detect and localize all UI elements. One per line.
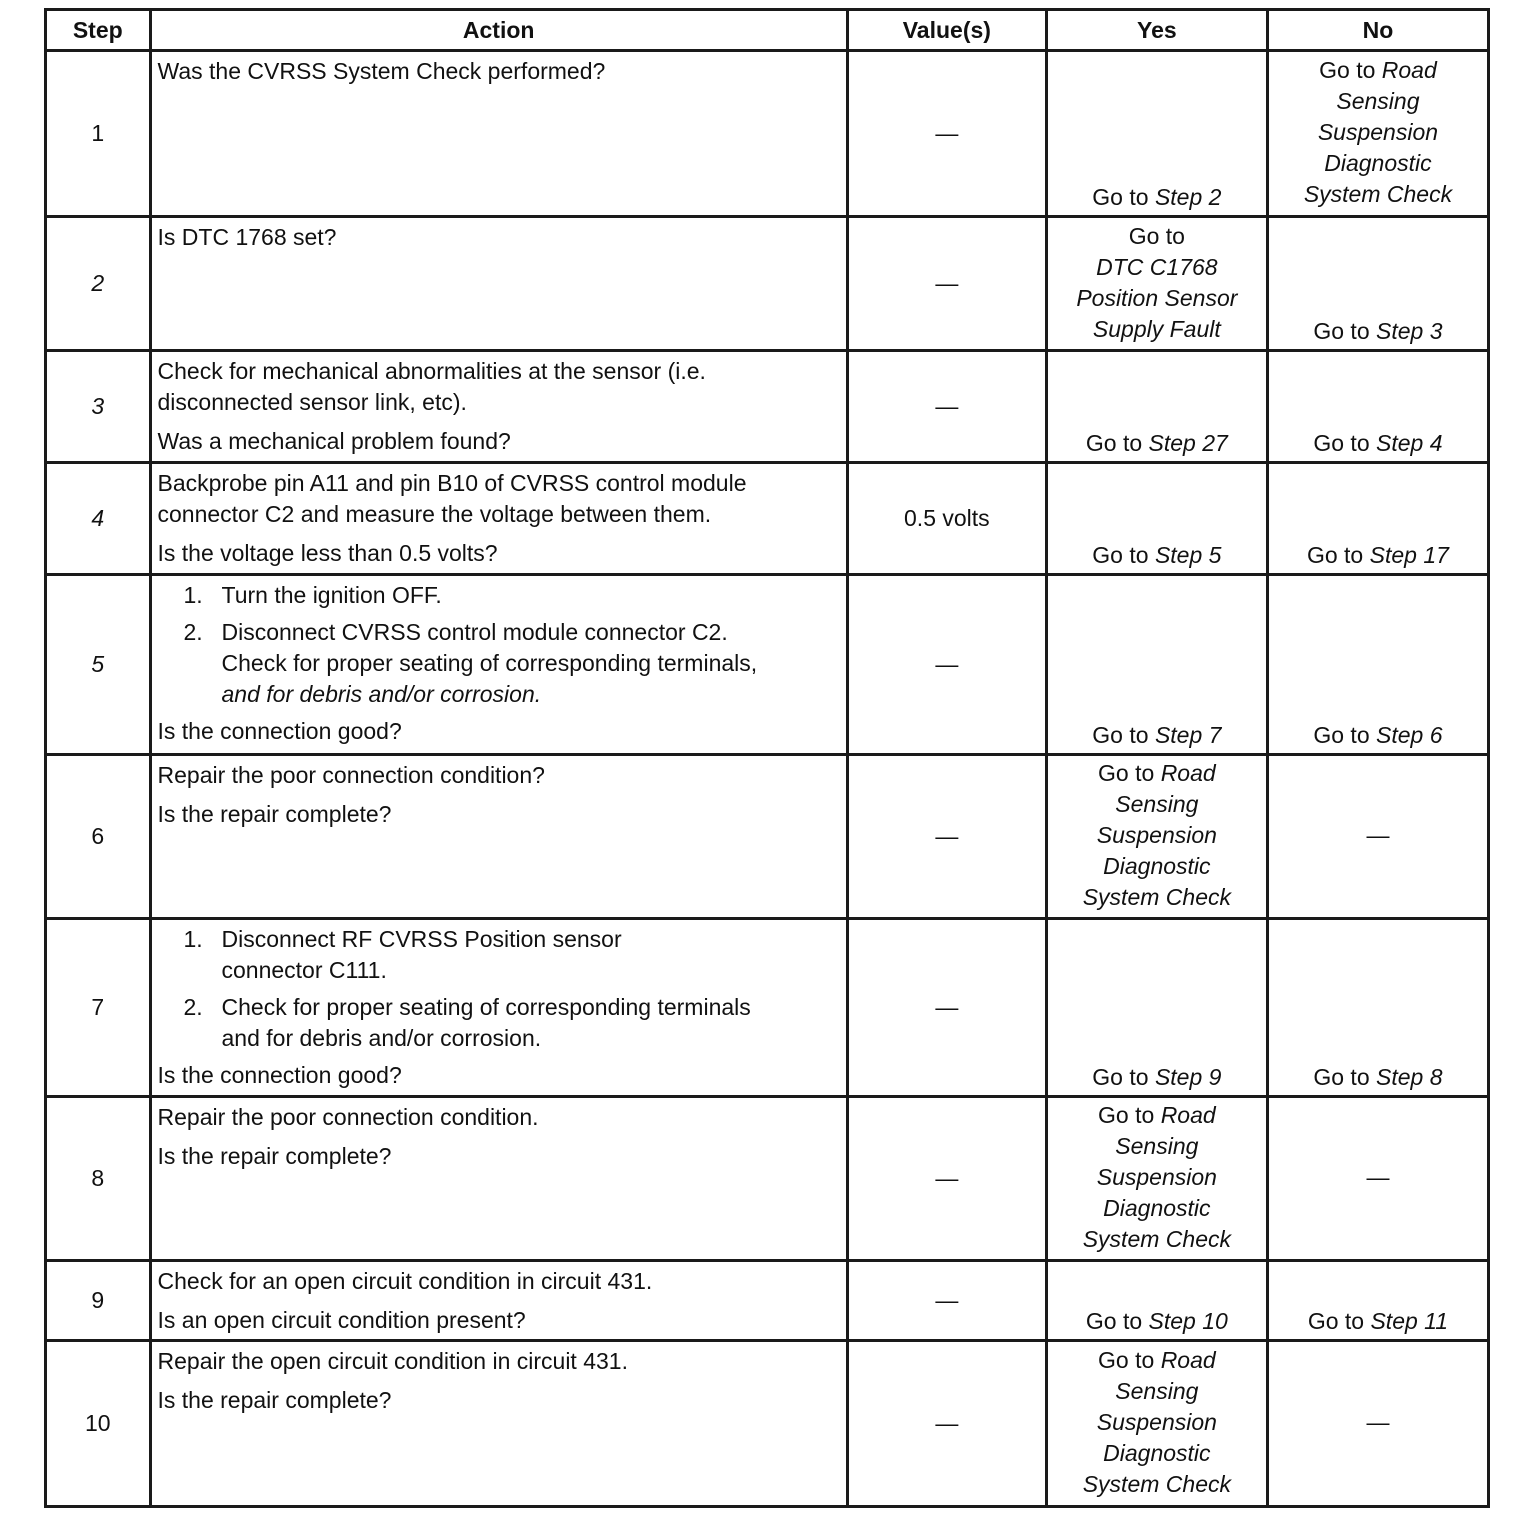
no-prefix: Go to [1313,722,1377,748]
action-text: and for debris and/or corrosion. [221,681,542,707]
header-step: Step [46,10,151,51]
action-cell [150,1261,847,1341]
diagnostic-table [44,8,1490,1508]
action-steps [158,924,838,1054]
yes-prefix: Go to [1092,542,1155,568]
action-step-text [222,924,622,986]
action-step-item [184,580,838,611]
action-question: Is the connection good? [157,718,402,744]
yes-step-link: Step 5 [1154,542,1222,568]
link-target-word: Road [1160,1347,1216,1373]
yes-line: System Check [1082,1471,1231,1497]
no-line: Diagnostic [1324,150,1432,176]
yes-line: Position Sensor [1076,284,1238,311]
action-cell [150,217,847,351]
action-text: Disconnect CVRSS control module connector C2. [221,619,728,645]
yes-line: Go to Road [1098,760,1216,786]
action-cell [150,919,847,1097]
link-target-word: Road [1160,1102,1216,1128]
action-step-text [222,617,758,710]
no-cell [1267,217,1488,351]
no-line: System Check [1303,181,1453,207]
action-text: Repair the open circuit condition in circuit 431. [157,1348,628,1374]
no-cell [1267,463,1488,575]
no-prefix: Go to [1313,430,1377,456]
yes-cell [1046,51,1267,217]
action-text: Check for an open circuit condition in circuit 431. [157,1268,653,1294]
yes-cell [1046,1341,1267,1507]
value-cell: — [847,755,1046,919]
action-question: Was a mechanical problem found? [157,428,511,454]
yes-line: Go to Road [1098,1347,1216,1373]
no-cell [1267,919,1488,1097]
table-row [46,1261,1489,1341]
no-cell: — [1267,1097,1488,1261]
step-number: 2 [46,217,151,351]
step-number: 9 [46,1261,151,1341]
step-number: 1 [46,51,151,217]
action-cell [150,575,847,755]
action-cell [150,1341,847,1507]
step-number: 7 [46,919,151,1097]
yes-step-link: Step 27 [1148,430,1228,456]
action-text: Check for proper seating of corresponding terminals [221,994,751,1020]
yes-line: Supply Fault [1092,315,1221,342]
value-cell: — [847,217,1046,351]
action-question: Is the repair complete? [157,1387,392,1413]
header-yes: Yes [1046,10,1267,51]
yes-line: DTC C1768 [1096,253,1218,280]
no-cell [1267,51,1488,217]
link-target-word: Road [1160,760,1216,786]
yes-step-link: Step 9 [1154,1064,1222,1090]
no-prefix: Go to [1313,1064,1377,1090]
value-cell: — [847,1341,1046,1507]
action-cell [150,1097,847,1261]
yes-prefix: Go to [1092,722,1155,748]
value-cell: 0.5 volts [847,463,1046,575]
yes-prefix: Go to [1092,1064,1155,1090]
yes-cell [1046,1261,1267,1341]
step-number: 5 [46,575,151,755]
step-number: 4 [46,463,151,575]
yes-cell [1046,1097,1267,1261]
table-row [46,217,1489,351]
value-cell: — [847,575,1046,755]
action-cell [150,755,847,919]
action-text: and for debris and/or corrosion. [221,1025,542,1051]
table-row [46,1341,1489,1507]
yes-prefix: Go to [1092,184,1155,210]
action-text: connector C111. [221,957,387,983]
no-cell: — [1267,1341,1488,1507]
yes-line: System Check [1082,1226,1231,1252]
yes-line: Go to Road [1098,1102,1216,1128]
action-step-number: 1. [183,926,203,952]
yes-cell [1046,463,1267,575]
action-text: Check for proper seating of corresponding terminals, [221,650,758,676]
no-step-link: Step 8 [1376,1064,1443,1090]
yes-prefix: Go to [1085,430,1149,456]
action-text: Repair the poor connection condition. [157,1104,539,1130]
yes-line: System Check [1082,884,1231,910]
table-row [46,463,1489,575]
yes-prefix: Go to [1085,1308,1149,1334]
no-step-link: Step 17 [1369,542,1449,568]
yes-line: Diagnostic [1103,1195,1211,1221]
no-cell: — [1267,755,1488,919]
yes-step-link: Step 10 [1148,1308,1228,1334]
table-row [46,1097,1489,1261]
action-step-number: 1. [183,582,203,608]
action-text: Disconnect RF CVRSS Position sensor [221,926,622,952]
action-step-item [184,992,838,1054]
step-number: 8 [46,1097,151,1261]
no-prefix: Go to [1306,542,1370,568]
yes-line: Go to [1128,222,1185,249]
no-line: Go to Road [1319,57,1437,83]
yes-line: Sensing [1115,791,1199,817]
action-text: connector C2 and measure the voltage between them. [157,501,712,527]
table-row [46,575,1489,755]
action-cell [150,351,847,463]
header-action: Action [150,10,847,51]
header-row [46,10,1489,51]
step-number: 6 [46,755,151,919]
action-step-item [184,924,838,986]
no-cell [1267,351,1488,463]
action-step-number: 2. [183,619,203,645]
table-row [46,351,1489,463]
no-step-link: Step 11 [1370,1308,1449,1334]
action-question: Is an open circuit condition present? [157,1307,526,1333]
yes-line: Suspension [1096,822,1217,848]
action-step-text [222,992,751,1054]
yes-cell [1046,217,1267,351]
action-question: Is the voltage less than 0.5 volts? [157,540,498,566]
action-text: Turn the ignition OFF. [221,582,442,608]
no-cell [1267,575,1488,755]
link-target-word: Road [1381,57,1437,83]
yes-step-link: Step 2 [1154,184,1222,210]
value-cell: — [847,919,1046,1097]
no-step-link: Step 3 [1376,318,1443,344]
no-prefix: Go to [1307,1308,1371,1334]
yes-step-link: Step 7 [1154,722,1222,748]
action-cell [150,51,847,217]
action-text: Backprobe pin A11 and pin B10 of CVRSS control module [157,470,747,496]
step-number: 3 [46,351,151,463]
action-text: Repair the poor connection condition? [157,762,545,788]
action-step-text [222,580,442,611]
no-prefix: Go to [1313,318,1377,344]
yes-line: Diagnostic [1103,1440,1211,1466]
yes-cell [1046,919,1267,1097]
no-line: Suspension [1317,119,1439,145]
value-cell: — [847,51,1046,217]
no-cell [1267,1261,1488,1341]
header-no: No [1267,10,1488,51]
no-step-link: Step 6 [1376,722,1443,748]
yes-line: Diagnostic [1103,853,1211,879]
yes-cell [1046,575,1267,755]
table-row [46,919,1489,1097]
action-question: Is the repair complete? [157,801,392,827]
action-text: Was the CVRSS System Check performed? [157,58,606,84]
action-step-item [184,617,838,710]
yes-line: Suspension [1096,1409,1217,1435]
yes-line: Suspension [1096,1164,1217,1190]
header-values: Value(s) [847,10,1046,51]
yes-line: Sensing [1115,1378,1199,1404]
yes-line: Sensing [1115,1133,1199,1159]
table-row [46,755,1489,919]
yes-cell [1046,755,1267,919]
value-cell: — [847,1097,1046,1261]
no-step-link: Step 4 [1376,430,1443,456]
yes-cell [1046,351,1267,463]
action-text: disconnected sensor link, etc). [157,389,467,415]
action-cell [150,463,847,575]
action-question: Is the repair complete? [157,1143,392,1169]
action-steps [158,580,838,710]
action-step-number: 2. [183,994,203,1020]
action-text: Check for mechanical abnormalities at the sensor (i.e. [157,358,706,384]
action-question: Is the connection good? [157,1062,402,1088]
table-row [46,51,1489,217]
no-line: Sensing [1336,88,1420,114]
value-cell: — [847,351,1046,463]
step-number: 10 [46,1341,151,1507]
value-cell: — [847,1261,1046,1341]
action-text: Is DTC 1768 set? [157,224,337,250]
